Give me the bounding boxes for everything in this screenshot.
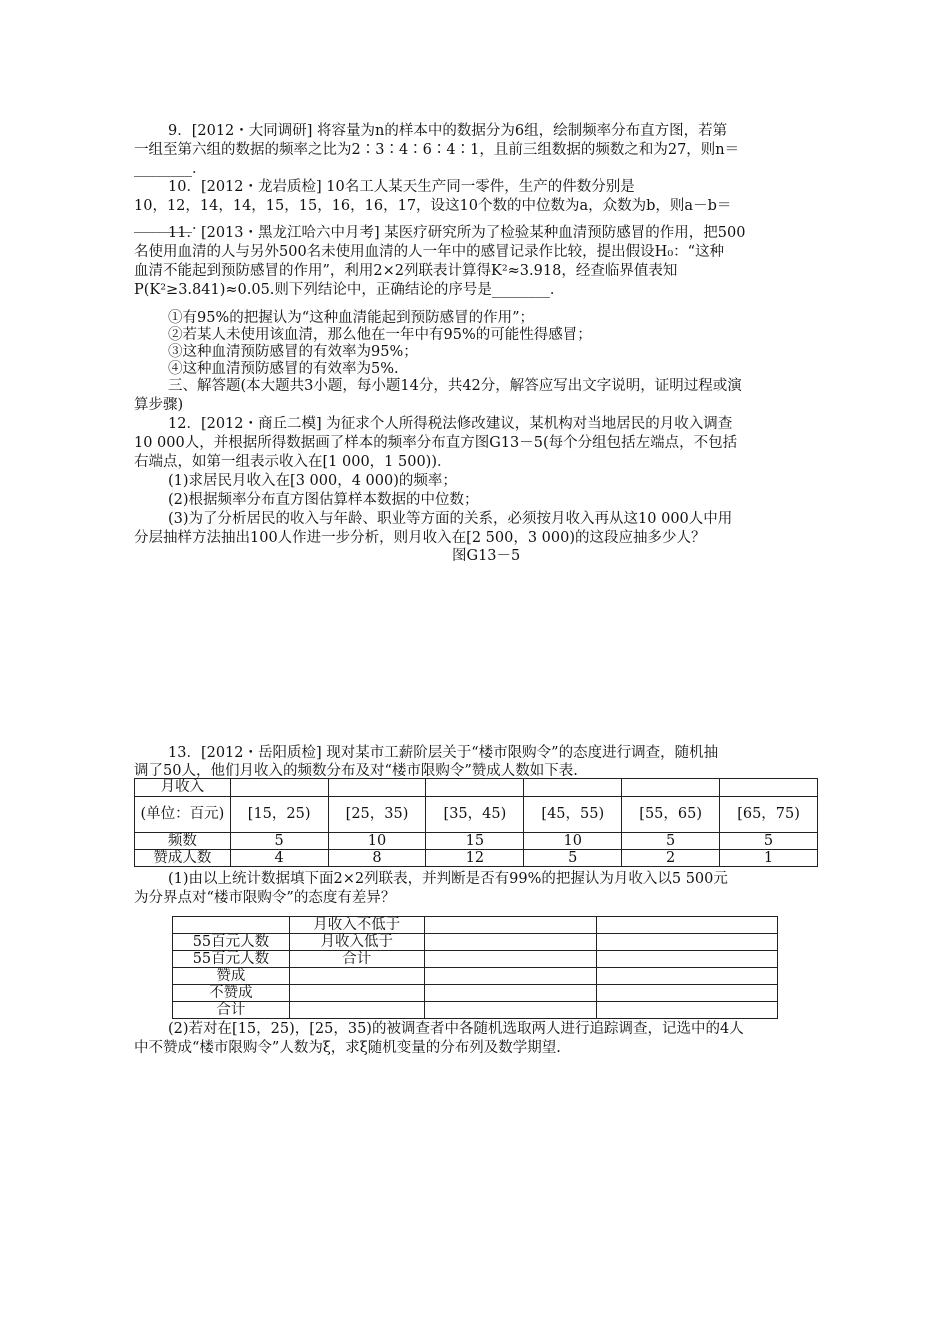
approve-cell: 4 (230, 850, 328, 867)
row-label-disapprove: 不赞成 (173, 985, 290, 1002)
q11-option4: ④这种血清预防感冒的有效率为5%. (168, 361, 399, 377)
q10-line3: ________． (134, 217, 207, 233)
section3-heading-cont: 算步骤) (134, 397, 184, 413)
col-header-lower: 月收入低于 (289, 934, 424, 951)
income-frequency-table (134, 778, 818, 867)
q12-part3: (3)为了分析居民的收入与年龄、职业等方面的关系，必须按月收入再从这10 000人中用 (168, 511, 733, 527)
q12-part1: (1)求居民月收入在[3 000，4 000)的频率； (168, 473, 457, 489)
interval-cell: [35，45) (426, 797, 524, 833)
table-row (135, 833, 818, 850)
table-row (173, 1002, 778, 1019)
interval-cell: [65，75) (720, 797, 818, 833)
approve-cell: 5 (524, 850, 622, 867)
q11-line3: 血清不能起到预防感冒的作用”，利用2×2列联表计算得K²≈3.918，经查临界值表知 (134, 263, 678, 279)
q10-line2: 10，12，14，14，15，15，16，16，17，设这10个数的中位数为a，众数为b，则a－b＝ (134, 198, 732, 214)
section3-heading: 三、解答题(本大题共3小题，每小题14分，共42分，解答应写出文字说明，证明过程或演 (168, 378, 742, 394)
table-row (135, 850, 818, 867)
q11-option2: ②若某人未使用该血清，那么他在一年中有95%的可能性得感冒； (168, 327, 592, 343)
approve-cell: 8 (328, 850, 426, 867)
frequency-cell: 10 (524, 833, 622, 850)
q11-option1: ①有95%的把握认为“这种血清能起到预防感冒的作用”； (168, 310, 535, 326)
col-header-total: 合计 (289, 951, 424, 968)
q9-line1: 9．[2012・大同调研] 将容量为n的样本中的数据分为6组，绘制频率分布直方图，若第 (168, 123, 728, 139)
table-row (173, 968, 778, 985)
q13-part1-cont: 为分界点对“楼市限购令”的态度有差异？ (134, 890, 396, 906)
q13-part2: (2)若对在[15，25)，[25，35)的被调查者中各随机选取两人进行追踪调查，记选中的4人 (168, 1021, 744, 1037)
q10-line1: 10．[2012・龙岩质检] 10名工人某天生产同一零件，生产的件数分别是 (168, 179, 635, 195)
table-header-unit: (单位：百元) (135, 797, 231, 833)
row-label-55-a: 55百元人数 (173, 934, 290, 951)
approve-cell: 2 (622, 850, 720, 867)
row-label-approve: 赞成人数 (135, 850, 231, 867)
q13-line1: 13．[2012・岳阳质检] 现对某市工薪阶层关于“楼市限购令”的态度进行调查，随机抽 (168, 745, 719, 761)
q13-part2-cont: 中不赞成“楼市限购令”人数为ξ，求ξ随机变量的分布列及数学期望. (134, 1040, 561, 1056)
row-label-55-b: 55百元人数 (173, 951, 290, 968)
interval-cell: [45，55) (524, 797, 622, 833)
table-header-income: 月收入 (135, 779, 231, 797)
row-label-frequency: 频数 (135, 833, 231, 850)
q11-option3: ③这种血清预防感冒的有效率为95%； (168, 344, 418, 360)
frequency-cell: 5 (720, 833, 818, 850)
table-row (173, 917, 778, 934)
interval-cell: [25，35) (328, 797, 426, 833)
q11-line4: P(K²≥3.841)≈0.05.则下列结论中，正确结论的序号是________． (134, 282, 565, 298)
approve-cell: 1 (720, 850, 818, 867)
table-row (173, 934, 778, 951)
q12-line3: 右端点，如第一组表示收入在[1 000，1 500))． (134, 454, 452, 470)
q9-line2: 一组至第六组的数据的频率之比为2∶3∶4∶6∶4∶1，且前三组数据的频数之和为27，则n＝ (134, 142, 740, 158)
q13-part1: (1)由以上统计数据填下面2×2列联表，并判断是否有99%的把握认为月收入以5 500元 (168, 871, 728, 887)
table-row (173, 985, 778, 1002)
approve-cell: 12 (426, 850, 524, 867)
row-label-total: 合计 (173, 1002, 290, 1019)
q13-line2: 调了50人，他们月收入的频数分布及对“楼市限购令”赞成人数如下表. (134, 763, 578, 779)
contingency-table (172, 916, 778, 1019)
q12-line2: 10 000人，并根据所得数据画了样本的频率分布直方图G13－5(每个分组包括左端点，不包括 (134, 435, 738, 451)
q11-line1: 11．[2013・黑龙江哈六中月考] 某医疗研究所为了检验某种血清预防感冒的作用，把500 (168, 225, 746, 241)
interval-cell: [15，25) (230, 797, 328, 833)
q12-part3-cont: 分层抽样方法抽出100人作进一步分析，则月收入在[2 500，3 000)的这段应抽多少人？ (134, 530, 706, 546)
q12-part2: (2)根据频率分布直方图估算样本数据的中位数； (168, 492, 479, 508)
frequency-cell: 5 (622, 833, 720, 850)
interval-cell: [55，65) (622, 797, 720, 833)
frequency-cell: 10 (328, 833, 426, 850)
table-row (173, 951, 778, 968)
frequency-cell: 5 (230, 833, 328, 850)
q12-line1: 12．[2012・商丘二模] 为征求个人所得税法修改建议，某机构对当地居民的月收入调查 (168, 416, 733, 432)
row-label-approve: 赞成 (173, 968, 290, 985)
frequency-cell: 15 (426, 833, 524, 850)
q11-line2: 名使用血清的人与另外500名未使用血清的人一年中的感冒记录作比较，提出假设H₀：“这种 (134, 244, 725, 260)
table-row (135, 797, 818, 833)
q9-line3: ________． (134, 161, 207, 177)
col-header-not-lower: 月收入不低于 (289, 917, 424, 934)
figure-caption: 图G13－5 (452, 548, 521, 564)
